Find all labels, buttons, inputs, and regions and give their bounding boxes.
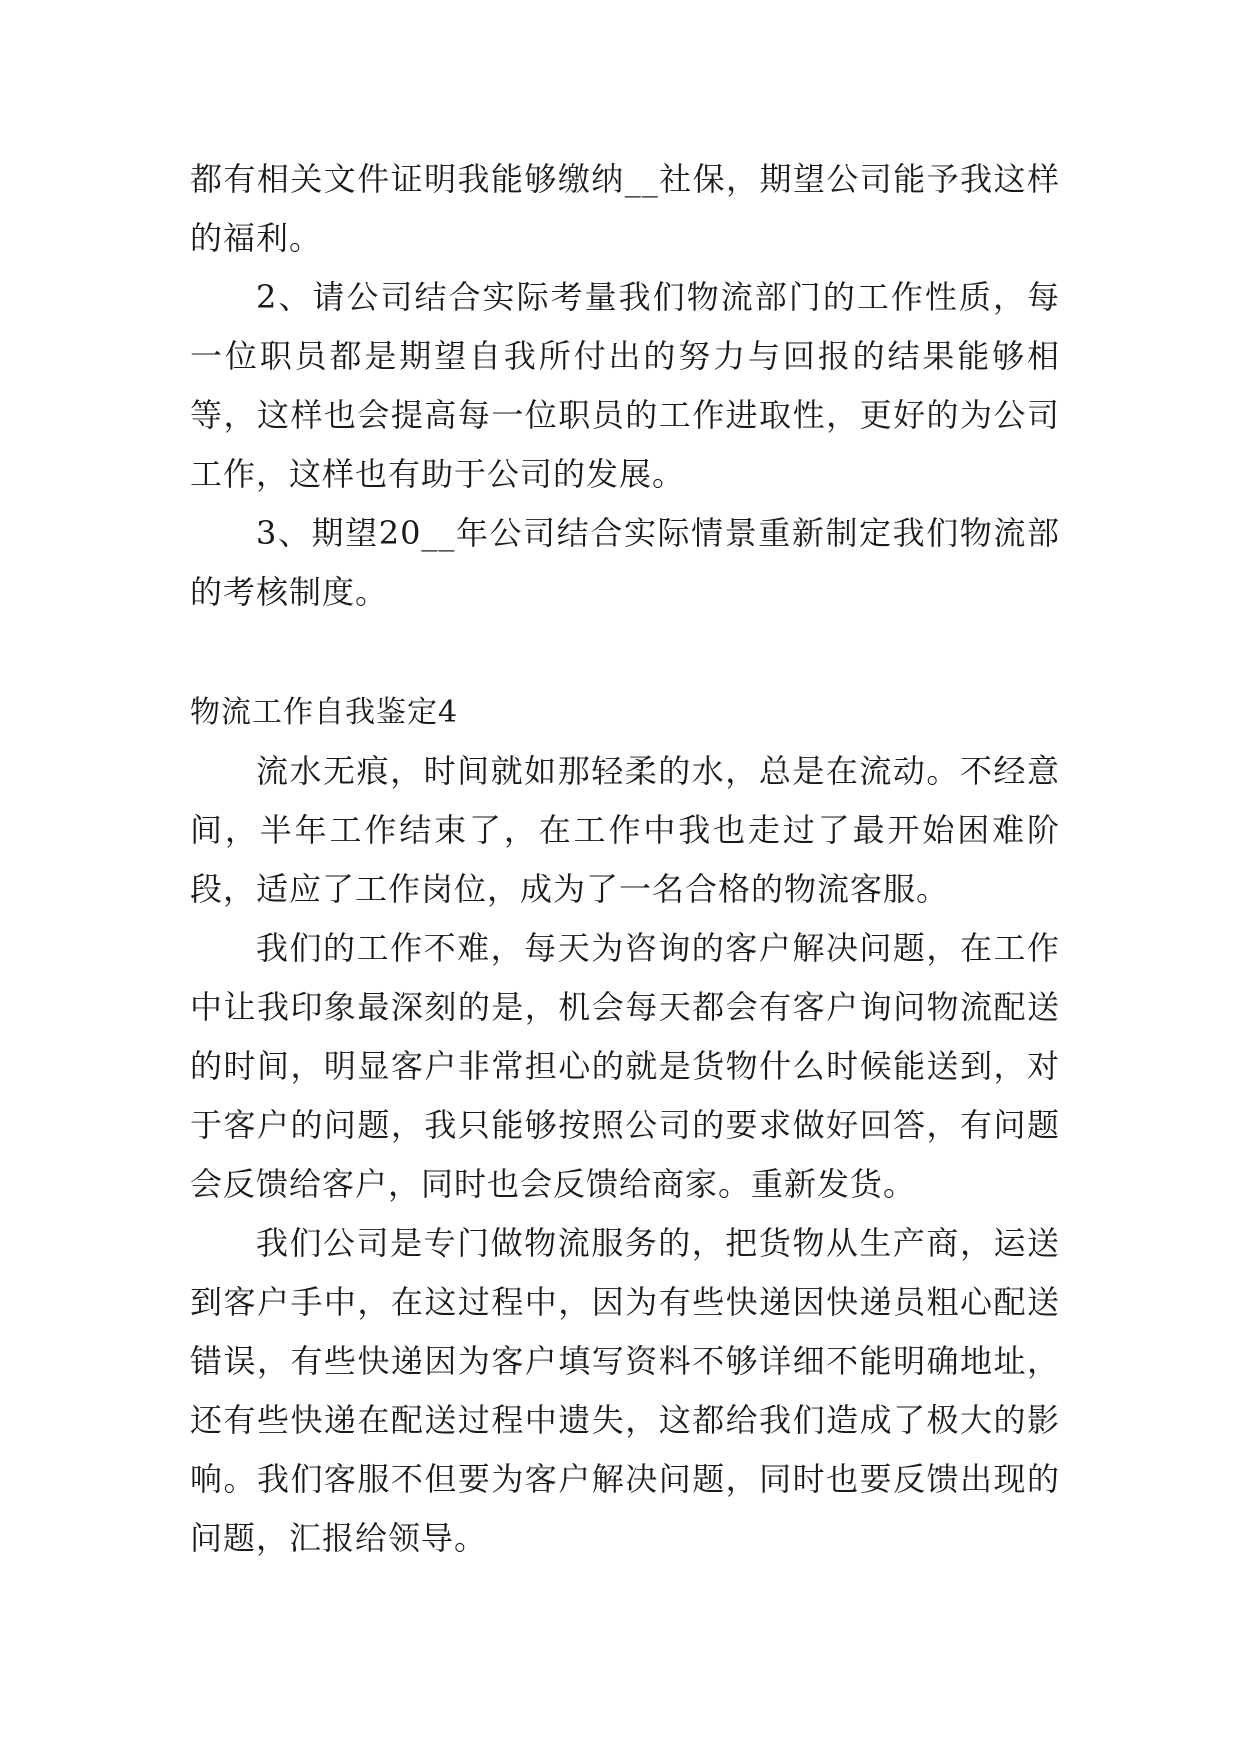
paragraph-item-3: 3、期望20__年公司结合实际情景重新制定我们物流部的考核制度。 [190, 514, 1060, 611]
paragraph-intro: 流水无痕，时间就如那轻柔的水，总是在流动。不经意间，半年工作结束了，在工作中我也走过了最开始困难阶段，适应了工作岗位，成为了一名合格的物流客服。 [190, 752, 1060, 908]
paragraph-continuation: 都有相关文件证明我能够缴纳__社保，期望公司能予我这样的福利。 [190, 160, 1060, 257]
paragraph-work: 我们的工作不难，每天为咨询的客户解决问题，在工作中让我印象最深刻的是，机会每天都会有客户询问物流配送的时间，明显客户非常担心的就是货物什么时候能送到，对于客户的问题，我只能够按照公司的要求做好回答，有问题会反馈给客户，同时也会反馈给商家。重新发货。 [190, 929, 1060, 1203]
paragraph-item-2: 2、请公司结合实际考量我们物流部门的工作性质，每一位职员都是期望自我所付出的努力与回报的结果能够相等，这样也会提高每一位职员的工作进取性，更好的为公司工作，这样也有助于公司的发展。 [190, 278, 1060, 493]
paragraph-company: 我们公司是专门做物流服务的，把货物从生产商，运送到客户手中，在这过程中，因为有些快递因快递员粗心配送错误，有些快递因为客户填写资料不够详细不能明确地址，还有些快递在配送过程中遗失，这都给我们造成了极大的影响。我们客服不但要为客户解决问题，同时也要反馈出现的问题，汇报给领导。 [190, 1224, 1060, 1557]
section-title: 物流工作自我鉴定4 [190, 695, 459, 730]
